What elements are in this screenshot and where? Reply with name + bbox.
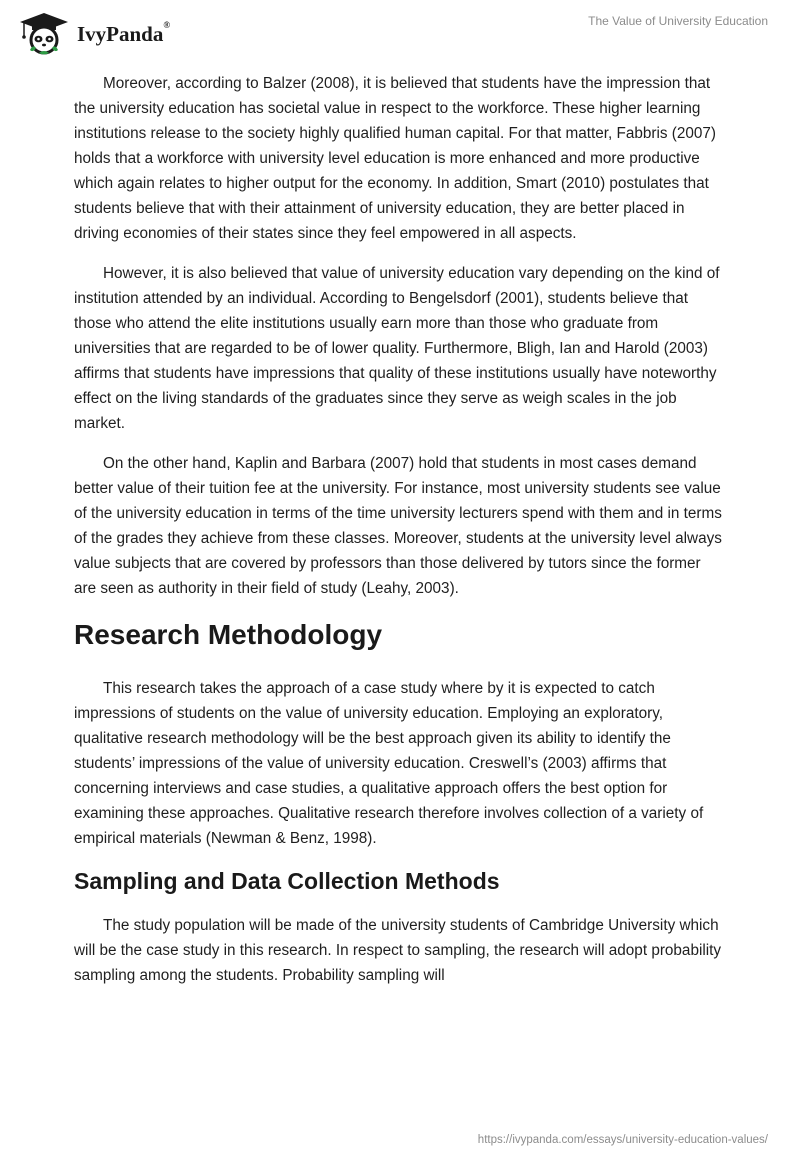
registered-mark: ®: [163, 19, 171, 30]
paragraph: However, it is also believed that value of university education vary depending on the kind of institution attended by an individual. According to Bengelsdorf (2001), students believe that those who attend the elite institutions usually earn more than those who graduate from universities that are regarded to be of lower quality. Furthermore, Bligh, Ian and Harold (2003) affirms that students have impressions that quality of these institutions usually have noteworthy effect on the living standards of the graduates since they serve as weigh scales in the job market.: [74, 265, 720, 432]
heading-sampling-data-collection: Sampling and Data Collection Methods: [74, 868, 500, 894]
footer-url[interactable]: https://ivypanda.com/essays/university-education-values/: [477, 1134, 768, 1146]
document-title: The Value of University Education: [588, 14, 768, 28]
essay-content: [74, 71, 726, 1003]
brand-name: IvyPanda®: [77, 19, 171, 46]
ivypanda-logo[interactable]: [16, 10, 170, 56]
paragraph: On the other hand, Kaplin and Barbara (2007) hold that students in most cases demand better value of their tuition fee at the university. For instance, most university students see value of the university education in terms of the time university lecturers spend with them and in terms of the grades they achieve from these classes. Moreover, students at the university level always value subjects that are covered by professors than those delivered by tutors since the former are seen as authority in their field of study (Leahy, 2003).: [74, 455, 722, 597]
paragraph: Moreover, according to Balzer (2008), it is believed that students have the impression that the university education has societal value in respect to the workforce. These higher learning institutions release to the society highly qualified human capital. For that matter, Fabbris (2007) holds that a workforce with university level education is more enhanced and more productive which again relates to higher output for the economy. In addition, Smart (2010) postulates that students believe that with their attainment of university education, they are better placed in driving economies of their states since they feel empowered in all aspects.: [74, 75, 716, 242]
paragraph: This research takes the approach of a case study where by it is expected to catch impressions of students on the value of university education. Employing an exploratory, qualitative research methodology will be the best approach given its ability to identify the students’ impressions of the value of university education. Creswell’s (2003) affirms that concerning interviews and case studies, a qualitative approach offers the best option for examining these approaches. Qualitative research therefore involves collection of a variety of empirical materials (Newman & Benz, 1998).: [74, 680, 704, 847]
heading-research-methodology: Research Methodology: [74, 619, 383, 650]
panda-graduate-logo-icon: [16, 10, 72, 56]
paragraph: The study population will be made of the university students of Cambridge University which will be the case study in this research. In respect to sampling, the research will adopt probability sampling among the students. Probability sampling will: [74, 917, 722, 984]
